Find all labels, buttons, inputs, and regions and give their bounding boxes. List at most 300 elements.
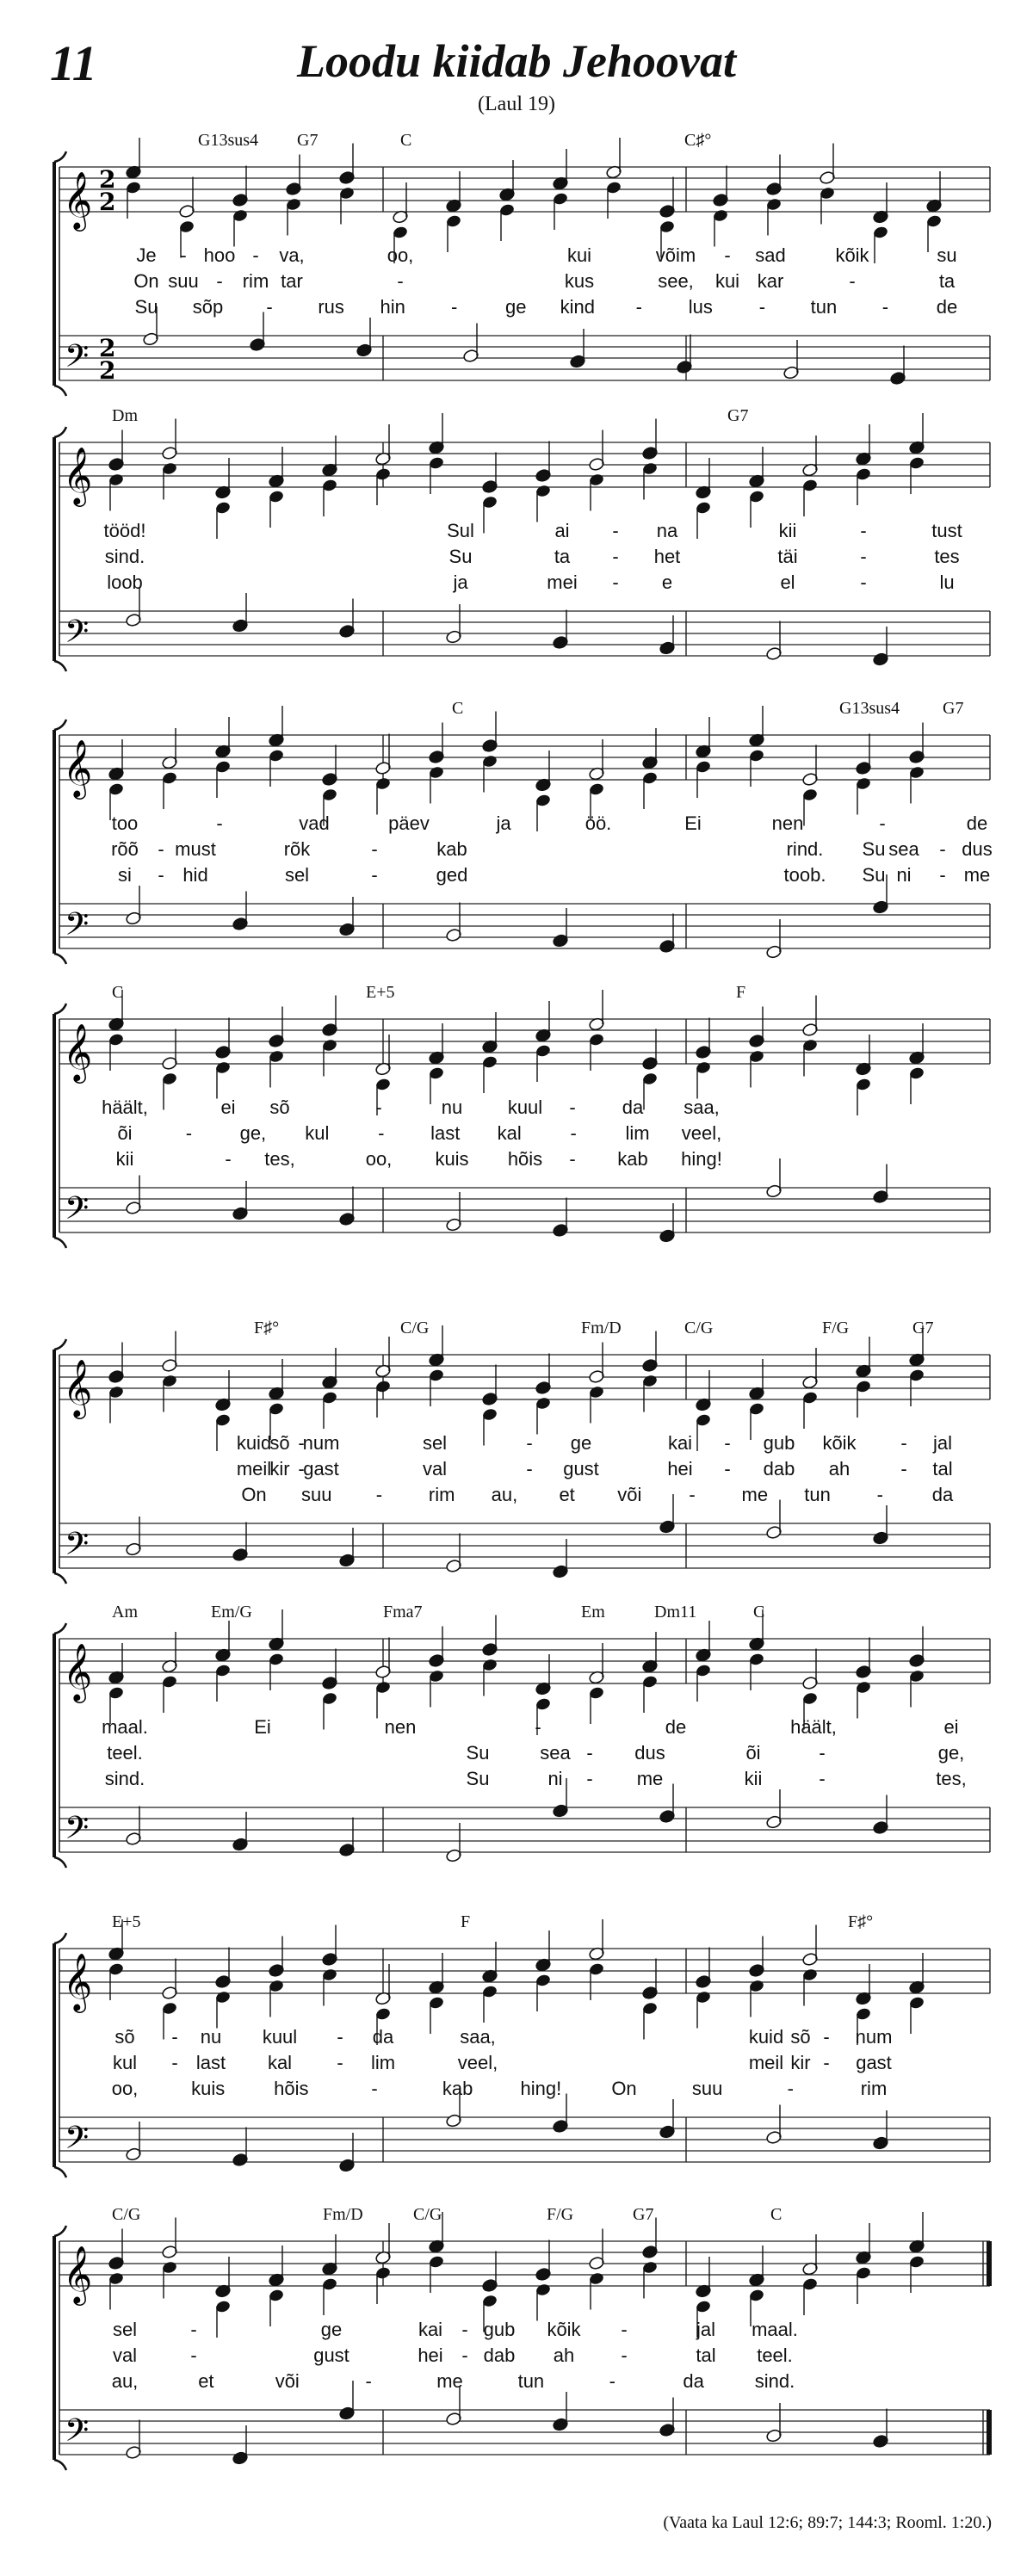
lyric-syllable: me xyxy=(963,864,991,886)
lyric-syllable: loob xyxy=(107,571,143,593)
lyric-syllable: de xyxy=(936,296,958,318)
lyric-syllable: jal xyxy=(932,1432,953,1454)
lyric-syllable: maal. xyxy=(752,2319,798,2340)
lyric-verse-2 xyxy=(47,546,994,570)
song-header xyxy=(0,0,1033,129)
hyphen: - xyxy=(569,1096,576,1118)
lyric-syllable: täi xyxy=(777,546,798,567)
bracket-hook xyxy=(54,1573,66,1584)
lyric-verse-1 xyxy=(47,812,994,837)
lyric-syllable: lu xyxy=(939,571,955,593)
lyric-syllable: tar xyxy=(281,270,303,292)
lyric-verse-1 xyxy=(47,520,994,544)
hyphen: - xyxy=(823,2052,830,2073)
lyric-syllable: Ei xyxy=(254,1716,271,1738)
lyric-syllable: võim xyxy=(655,244,696,266)
hyphen: - xyxy=(609,2370,615,2392)
lyric-syllable: ei xyxy=(220,1096,236,1118)
lyric-syllable: ge xyxy=(570,1432,592,1454)
lyric-syllable: num xyxy=(302,1432,340,1454)
chord-symbol: G13sus4 xyxy=(198,131,259,150)
lyric-syllable: kuid xyxy=(748,2026,784,2048)
lyric-syllable: kuis xyxy=(435,1148,469,1170)
lyric-verse-1 xyxy=(47,2026,994,2050)
hyphen: - xyxy=(298,1458,305,1480)
lyric-syllable: val xyxy=(422,1458,448,1480)
bass-clef-icon: 𝄢 xyxy=(65,1190,90,1234)
lyric-syllable: ta xyxy=(554,546,571,567)
lyric-syllable: oo, xyxy=(111,2078,139,2099)
lyric-syllable: Su xyxy=(466,1768,490,1789)
lyric-syllable: kir xyxy=(790,2052,811,2073)
lyric-verse-1 xyxy=(47,2319,994,2343)
lyric-syllable: nen xyxy=(384,1716,417,1738)
hyphen: - xyxy=(724,244,731,266)
hyphen: - xyxy=(337,2026,343,2048)
lyric-syllable: see, xyxy=(658,270,694,292)
lyric-syllable: ge, xyxy=(239,1122,267,1144)
hyphen: - xyxy=(461,2344,468,2366)
chord-symbol: C/G xyxy=(413,2205,442,2224)
lyric-syllable: teel. xyxy=(107,1742,143,1764)
lyric-syllable: kul xyxy=(305,1122,330,1144)
lyric-syllable: kõik xyxy=(835,244,869,266)
lyric-syllable: kai xyxy=(667,1432,693,1454)
treble-clef-icon: 𝄞 xyxy=(63,170,93,229)
lyric-verse-2 xyxy=(47,1742,994,1766)
lyric-syllable: ge, xyxy=(937,1742,965,1764)
lyric-syllable: kui xyxy=(566,244,592,266)
lyric-syllable: sel xyxy=(422,1432,448,1454)
bracket-hook xyxy=(54,1857,66,1868)
hyphen: - xyxy=(689,1484,696,1505)
lyric-syllable: päev xyxy=(388,812,430,834)
lyric-syllable: ah xyxy=(553,2344,575,2366)
bass-clef-icon: 𝄢 xyxy=(65,1810,90,1854)
chord-symbol: Em xyxy=(581,1603,605,1622)
lyric-syllable: mei xyxy=(547,571,578,593)
lyric-syllable: On xyxy=(133,270,159,292)
lyric-syllable: meil xyxy=(748,2052,784,2073)
lyric-syllable: kul xyxy=(112,2052,138,2073)
chord-symbol: G13sus4 xyxy=(839,699,900,718)
music-system xyxy=(47,1911,994,2195)
hyphen: - xyxy=(158,864,164,886)
lyric-syllable: sea xyxy=(888,838,919,860)
lyric-syllable: Su xyxy=(448,546,473,567)
music-system xyxy=(47,1601,994,1885)
lyric-syllable: õi xyxy=(745,1742,761,1764)
lyric-syllable: su xyxy=(937,244,957,266)
chord-symbol: Fm/D xyxy=(581,1319,622,1337)
lyric-syllable: lus xyxy=(688,296,713,318)
time-signature-numerator: 2 xyxy=(99,165,116,194)
chord-symbol: C xyxy=(770,2205,782,2224)
lyric-syllable: het xyxy=(653,546,681,567)
hyphen: - xyxy=(375,1484,383,1505)
chord-symbol: F/G xyxy=(822,1319,850,1337)
lyric-syllable: nu xyxy=(441,1096,463,1118)
chord-symbol: F♯° xyxy=(254,1319,280,1337)
lyric-syllable: au, xyxy=(111,2370,139,2392)
lyric-syllable: On xyxy=(241,1484,267,1505)
lyric-syllable: et xyxy=(559,1484,575,1505)
lyric-syllable: na xyxy=(656,520,678,541)
hyphen: - xyxy=(876,1484,883,1505)
chord-symbol: E+5 xyxy=(112,1912,141,1931)
lyric-syllable: kui xyxy=(714,270,740,292)
bracket-hook xyxy=(54,151,66,162)
lyric-syllable: suu xyxy=(168,270,199,292)
lyric-syllable: ta xyxy=(938,270,956,292)
lyric-verse-2 xyxy=(47,2052,994,2076)
lyric-syllable: me xyxy=(636,1768,664,1789)
lyric-syllable: tun xyxy=(804,1484,831,1505)
lyric-syllable: meil xyxy=(236,1458,272,1480)
hyphen: - xyxy=(787,2078,794,2099)
bracket-hook xyxy=(54,1004,66,1014)
lyric-syllable: tööd! xyxy=(103,520,146,541)
hyphen: - xyxy=(216,270,223,292)
bracket-hook xyxy=(54,1623,66,1634)
lyric-syllable: teel. xyxy=(757,2344,793,2366)
chord-symbol: F♯° xyxy=(848,1912,874,1931)
bass-clef-icon: 𝄢 xyxy=(65,2412,90,2456)
bracket-hook xyxy=(54,1339,66,1350)
lyric-syllable: kab xyxy=(436,838,467,860)
lyric-syllable: häält, xyxy=(790,1716,837,1738)
hyphen: - xyxy=(397,270,404,292)
chord-symbol: C xyxy=(400,131,412,150)
lyric-syllable: ni xyxy=(896,864,912,886)
lyric-verse-1 xyxy=(47,1432,994,1456)
lyric-syllable: kii xyxy=(744,1768,763,1789)
lyric-syllable: da xyxy=(683,2370,704,2392)
lyric-syllable: ja xyxy=(496,812,511,834)
lyric-syllable: hoo xyxy=(203,244,236,266)
lyric-syllable: ei xyxy=(943,1716,959,1738)
chord-symbol: C xyxy=(452,699,464,718)
lyric-syllable: nen xyxy=(771,812,804,834)
bass-clef-icon: 𝄢 xyxy=(65,2120,90,2164)
lyric-syllable: saa, xyxy=(460,2026,496,2048)
lyric-syllable: sea xyxy=(540,1742,571,1764)
song-number: 11 xyxy=(50,35,97,91)
lyric-syllable: hid xyxy=(182,864,208,886)
lyric-syllable: tes xyxy=(934,546,960,567)
hyphen: - xyxy=(621,2319,628,2340)
lyric-verse-3 xyxy=(47,2370,994,2394)
lyric-verse-2 xyxy=(47,1122,994,1146)
lyric-verse-3 xyxy=(47,571,994,596)
lyric-syllable: va, xyxy=(279,244,305,266)
lyric-syllable: kõik xyxy=(547,2319,581,2340)
lyric-syllable: ah xyxy=(828,1458,851,1480)
hyphen: - xyxy=(526,1432,533,1454)
lyric-syllable: kus xyxy=(564,270,595,292)
lyric-syllable: da xyxy=(931,1484,954,1505)
lyric-verse-1 xyxy=(47,1716,994,1740)
lyric-syllable: öö. xyxy=(585,812,612,834)
music-system xyxy=(47,697,994,981)
lyric-syllable: el xyxy=(780,571,795,593)
hyphen: - xyxy=(586,1768,593,1789)
hyphen: - xyxy=(365,2370,372,2392)
lyric-syllable: Su xyxy=(134,296,158,318)
lyric-verse-2 xyxy=(47,1458,994,1482)
lyric-syllable: kõik xyxy=(822,1432,857,1454)
lyric-verse-3 xyxy=(47,1148,994,1172)
lyric-syllable: lim xyxy=(625,1122,650,1144)
lyric-syllable: veel, xyxy=(681,1122,722,1144)
lyric-syllable: või xyxy=(275,2370,300,2392)
hyphen: - xyxy=(375,1096,382,1118)
lyric-verse-3 xyxy=(47,2078,994,2102)
lyric-syllable: Ei xyxy=(684,812,702,834)
lyric-verse-2 xyxy=(47,2344,994,2369)
music-system xyxy=(47,981,994,1265)
hyphen: - xyxy=(337,2052,343,2073)
hyphen: - xyxy=(860,546,867,567)
lyric-syllable: da xyxy=(372,2026,394,2048)
lyric-syllable: me xyxy=(436,2370,463,2392)
lyric-syllable: kab xyxy=(617,1148,648,1170)
lyric-syllable: sad xyxy=(755,244,786,266)
music-system xyxy=(47,1317,994,1601)
lyric-syllable: Su xyxy=(862,838,886,860)
lyric-syllable: rind. xyxy=(786,838,824,860)
chord-symbol: G7 xyxy=(727,406,749,425)
lyric-syllable: ged xyxy=(436,864,468,886)
chord-symbol: C♯° xyxy=(684,131,712,150)
chord-symbol: G7 xyxy=(297,131,319,150)
lyric-syllable: oo, xyxy=(365,1148,393,1170)
hyphen: - xyxy=(185,1122,193,1144)
hyphen: - xyxy=(586,1742,593,1764)
lyric-syllable: kab xyxy=(442,2078,473,2099)
lyric-syllable: ge xyxy=(504,296,527,318)
hyphen: - xyxy=(535,1716,541,1738)
lyric-syllable: ai xyxy=(554,520,570,541)
lyric-syllable: last xyxy=(430,1122,461,1144)
bracket-hook xyxy=(54,427,66,437)
hyphen: - xyxy=(819,1768,826,1789)
lyric-syllable: et xyxy=(198,2370,214,2392)
lyric-syllable: On xyxy=(611,2078,637,2099)
hyphen: - xyxy=(849,270,856,292)
bracket-hook xyxy=(54,2460,66,2470)
lyric-syllable: gust xyxy=(563,1458,599,1480)
lyric-verse-1 xyxy=(47,244,994,269)
chord-symbol: F/G xyxy=(547,2205,574,2224)
hyphen: - xyxy=(724,1432,731,1454)
bracket-hook xyxy=(54,720,66,730)
chord-symbol: F xyxy=(736,983,746,1002)
bracket-hook xyxy=(54,2226,66,2236)
music-system xyxy=(47,2203,994,2487)
hyphen: - xyxy=(216,812,223,834)
lyric-syllable: Su xyxy=(466,1742,490,1764)
lyric-syllable: häält, xyxy=(102,1096,148,1118)
lyric-syllable: tal xyxy=(696,2344,716,2366)
hyphen: - xyxy=(635,296,642,318)
bass-clef-icon: 𝄢 xyxy=(65,614,90,658)
lyric-syllable: saa, xyxy=(684,1096,720,1118)
lyric-syllable: toob. xyxy=(783,864,826,886)
lyric-syllable: kir xyxy=(269,1458,290,1480)
hyphen: - xyxy=(860,571,867,593)
lyric-syllable: me xyxy=(741,1484,769,1505)
lyric-syllable: õi xyxy=(117,1122,133,1144)
time-signature-denominator: 2 xyxy=(99,356,116,385)
lyric-syllable: Sul xyxy=(447,520,474,541)
lyric-syllable: veel, xyxy=(457,2052,498,2073)
hyphen: - xyxy=(371,864,378,886)
lyric-syllable: hei xyxy=(667,1458,693,1480)
lyric-syllable: ge xyxy=(320,2319,343,2340)
treble-clef-icon: 𝄞 xyxy=(63,1022,93,1081)
music-system xyxy=(47,405,994,689)
chord-symbol: F xyxy=(461,1912,471,1931)
hyphen: - xyxy=(939,864,946,886)
bass-clef-icon: 𝄢 xyxy=(65,1526,90,1570)
lyric-syllable: rõk xyxy=(283,838,311,860)
hyphen: - xyxy=(879,812,886,834)
chord-symbol: Dm xyxy=(112,406,138,425)
lyric-syllable: hõis xyxy=(507,1148,543,1170)
lyric-verse-2 xyxy=(47,270,994,294)
lyric-syllable: tal xyxy=(932,1458,953,1480)
hyphen: - xyxy=(461,2319,468,2340)
lyric-syllable: si xyxy=(118,864,132,886)
lyric-syllable: sõ xyxy=(269,1432,290,1454)
lyric-syllable: sõ xyxy=(269,1096,290,1118)
lyric-verse-3 xyxy=(47,1484,994,1508)
hyphen: - xyxy=(724,1458,731,1480)
hyphen: - xyxy=(569,1148,576,1170)
lyric-syllable: tun xyxy=(810,296,838,318)
hyphen: - xyxy=(371,838,378,860)
lyric-syllable: sõ xyxy=(790,2026,811,2048)
treble-clef-icon: 𝄞 xyxy=(63,446,93,504)
lyric-syllable: või xyxy=(617,1484,642,1505)
lyric-syllable: sel xyxy=(112,2319,138,2340)
hyphen: - xyxy=(298,1432,305,1454)
scripture-reference: (Vaata ka Laul 12:6; 89:7; 144:3; Rooml. 1:20.) xyxy=(663,2513,992,2532)
treble-clef-icon: 𝄞 xyxy=(63,1358,93,1417)
lyric-syllable: sõ xyxy=(114,2026,135,2048)
lyric-syllable: kuis xyxy=(191,2078,226,2099)
lyric-verse-1 xyxy=(47,1096,994,1121)
chord-symbol: Dm11 xyxy=(654,1603,697,1622)
hyphen: - xyxy=(900,1432,907,1454)
hyphen: - xyxy=(190,2319,197,2340)
hyphen: - xyxy=(171,2052,178,2073)
lyric-syllable: gub xyxy=(483,2319,516,2340)
lyric-syllable: kii xyxy=(778,520,797,541)
music-system xyxy=(47,129,994,413)
hyphen: - xyxy=(612,546,619,567)
lyric-syllable: kal xyxy=(497,1122,522,1144)
hyphen: - xyxy=(860,520,867,541)
chord-symbol: C/G xyxy=(400,1319,430,1337)
lyric-syllable: gust xyxy=(313,2344,349,2366)
lyric-syllable: sõp xyxy=(192,296,224,318)
hyphen: - xyxy=(570,1122,577,1144)
lyric-syllable: jal xyxy=(696,2319,716,2340)
hyphen: - xyxy=(612,571,619,593)
lyric-syllable: sind. xyxy=(754,2370,795,2392)
chord-symbol: G7 xyxy=(943,699,964,718)
hyphen: - xyxy=(371,2078,378,2099)
lyric-syllable: hin xyxy=(380,296,405,318)
chord-symbol: Fma7 xyxy=(383,1603,423,1622)
song-subtitle: (Laul 19) xyxy=(478,93,555,115)
bracket-hook xyxy=(54,954,66,964)
chord-symbol: Em/G xyxy=(211,1603,252,1622)
lyric-syllable: hing! xyxy=(681,1148,722,1170)
lyric-syllable: sind. xyxy=(104,1768,145,1789)
bracket-hook xyxy=(54,1933,66,1943)
lyric-syllable: sel xyxy=(284,864,310,886)
lyric-syllable: kar xyxy=(757,270,784,292)
chord-symbol: Fm/D xyxy=(323,2205,363,2224)
lyric-syllable: too xyxy=(111,812,139,834)
lyric-syllable: rõõ xyxy=(111,838,139,860)
lyric-syllable: hõis xyxy=(274,2078,309,2099)
hyphen: - xyxy=(158,838,164,860)
treble-clef-icon: 𝄞 xyxy=(63,738,93,797)
lyric-syllable: tun xyxy=(517,2370,545,2392)
bracket-hook xyxy=(54,1238,66,1248)
lyric-syllable: must xyxy=(175,838,216,860)
hyphen: - xyxy=(266,296,273,318)
lyric-syllable: rim xyxy=(242,270,269,292)
lyric-syllable: kind xyxy=(560,296,595,318)
hyphen: - xyxy=(171,2026,178,2048)
lyric-syllable: rim xyxy=(860,2078,888,2099)
hyphen: - xyxy=(190,2344,197,2366)
hyphen: - xyxy=(378,1122,385,1144)
lyric-syllable: tust xyxy=(931,520,962,541)
hyphen: - xyxy=(900,1458,907,1480)
lyric-verse-3 xyxy=(47,1768,994,1792)
lyric-syllable: kai xyxy=(418,2319,443,2340)
lyric-syllable: Su xyxy=(862,864,886,886)
hyphen: - xyxy=(451,296,458,318)
hyphen: - xyxy=(758,296,766,318)
hyphen: - xyxy=(612,520,619,541)
lyric-syllable: e xyxy=(661,571,673,593)
bass-clef-icon: 𝄢 xyxy=(65,906,90,950)
lyric-syllable: val xyxy=(112,2344,138,2366)
chord-symbol: C/G xyxy=(112,2205,141,2224)
lyric-syllable: au, xyxy=(491,1484,518,1505)
chord-symbol: C/G xyxy=(684,1319,714,1337)
hyphen: - xyxy=(225,1148,232,1170)
hyphen: - xyxy=(823,2026,830,2048)
lyric-syllable: dab xyxy=(763,1458,795,1480)
chord-symbol: C xyxy=(112,983,124,1002)
lyric-syllable: hing! xyxy=(520,2078,562,2099)
lyric-syllable: dus xyxy=(634,1742,665,1764)
lyric-syllable: last xyxy=(195,2052,226,2073)
treble-clef-icon: 𝄞 xyxy=(63,1642,93,1701)
lyric-syllable: vad xyxy=(299,812,330,834)
bracket-hook xyxy=(54,661,66,671)
lyric-syllable: nu xyxy=(200,2026,222,2048)
lyric-syllable: gub xyxy=(763,1432,795,1454)
